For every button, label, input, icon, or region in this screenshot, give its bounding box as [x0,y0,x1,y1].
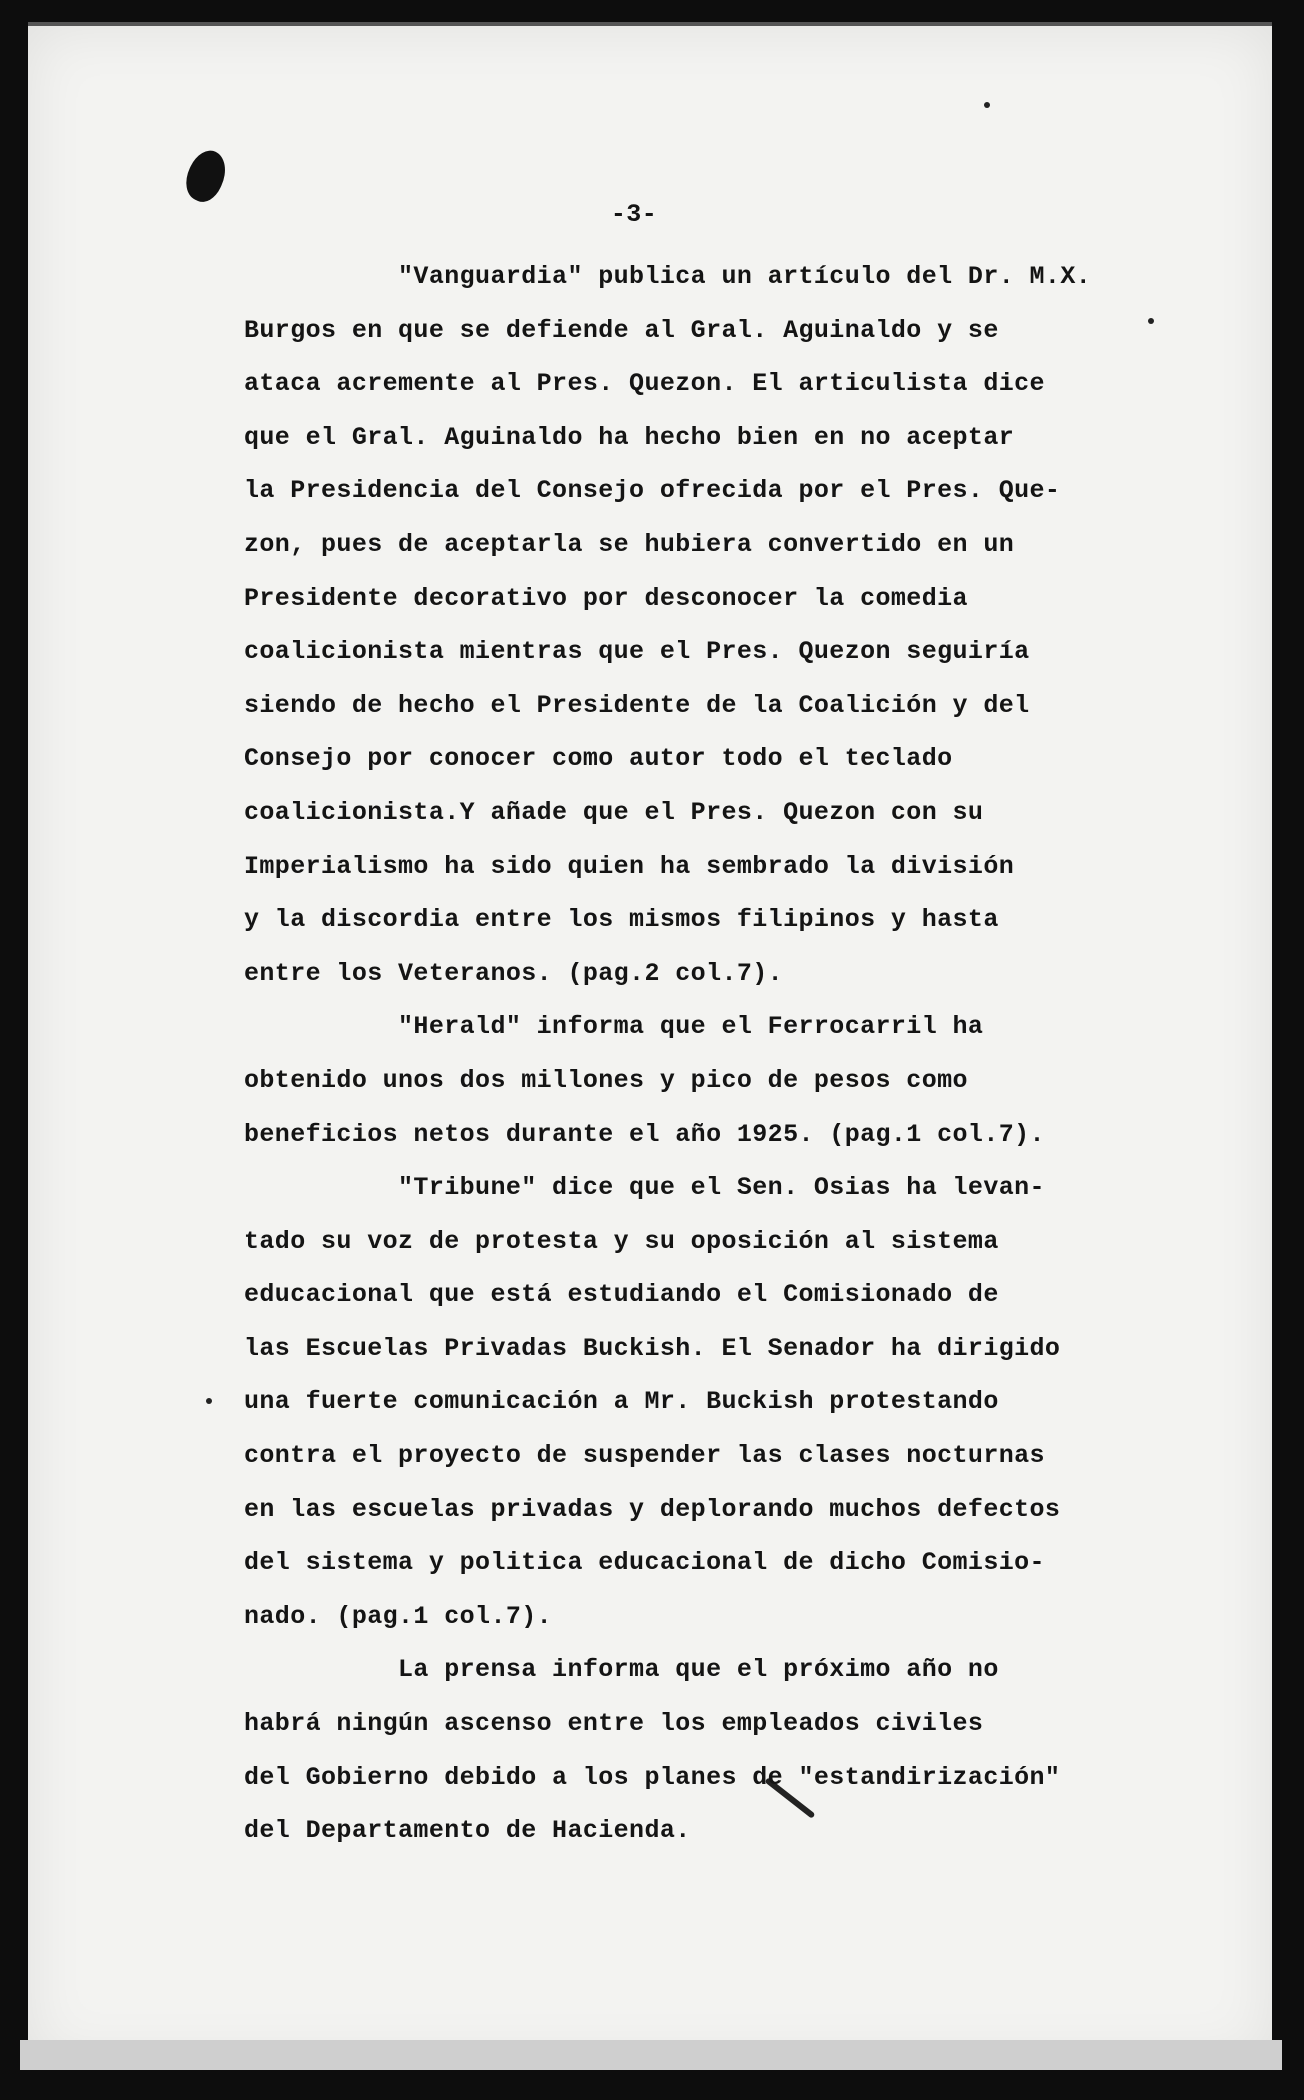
text-line: del sistema y politica educacional de dicho Comisio- [244,1548,1045,1578]
paragraph [244,250,1094,1000]
text-line: La prensa informa que el próximo año no [244,1655,999,1685]
text-line: la Presidencia del Consejo ofrecida por el Pres. Que- [244,476,1061,506]
text-line: tado su voz de protesta y su oposición al sistema [244,1226,999,1256]
underlying-sheet [20,2040,1282,2070]
stray-mark [984,102,990,108]
page-number: -3- [610,200,658,229]
text-line: Imperialismo ha sido quien ha sembrado la división [244,851,1015,881]
text-line: "Tribune" dice que el Sen. Osias ha levan- [244,1173,1045,1203]
text-line: entre los Veteranos. (pag.2 col.7). [244,958,784,988]
text-line: ataca acremente al Pres. Quezon. El articulista dice [244,369,1045,399]
text-line: siendo de hecho el Presidente de la Coalición y del [244,690,1030,720]
text-line: habrá ningún ascenso entre los empleados civiles [244,1709,984,1739]
text-line: y la discordia entre los mismos filipinos y hasta [244,905,999,935]
text-line: "Vanguardia" publica un artículo del Dr. M.X. [244,262,1092,291]
paragraph [244,1161,1094,1643]
stray-mark [206,1398,212,1404]
paragraphs [244,250,1094,1858]
text-line: Burgos en que se defiende al Gral. Aguinaldo y se [244,315,999,345]
text-line: educacional que está estudiando el Comisionado de [244,1280,999,1310]
text-line: obtenido unos dos millones y pico de pesos como [244,1065,968,1095]
text-line: una fuerte comunicación a Mr. Buckish protestando [244,1387,999,1417]
text-line: contra el proyecto de suspender las clases nocturnas [244,1441,1045,1471]
text-line: nado. (pag.1 col.7). [244,1601,553,1631]
text-line: del Gobierno debido a los planes de "estandirización" [244,1762,1061,1792]
paragraph [244,1000,1094,1161]
text-line: beneficios netos durante el año 1925. (pag.1 col.7). [244,1119,1045,1149]
text-line: del Departamento de Hacienda. [244,1816,691,1846]
text-line: que el Gral. Aguinaldo ha hecho bien en no aceptar [244,422,1015,452]
typed-text-body [244,200,1094,1858]
paragraph [244,1643,1094,1857]
text-line: zon, pues de aceptarla se hubiera convertido en un [244,529,1015,559]
text-line: en las escuelas privadas y deplorando muchos defectos [244,1494,1061,1524]
text-line: coalicionista.Y añade que el Pres. Quezon con su [244,797,984,827]
text-line: Consejo por conocer como autor todo el teclado [244,744,953,774]
text-line: Presidente decorativo por desconocer la comedia [244,583,968,613]
text-line: coalicionista mientras que el Pres. Quezon seguiría [244,637,1030,667]
stray-mark [1148,318,1154,324]
text-line: "Herald" informa que el Ferrocarril ha [244,1012,984,1042]
text-line: las Escuelas Privadas Buckish. El Senador ha dirigido [244,1333,1061,1363]
